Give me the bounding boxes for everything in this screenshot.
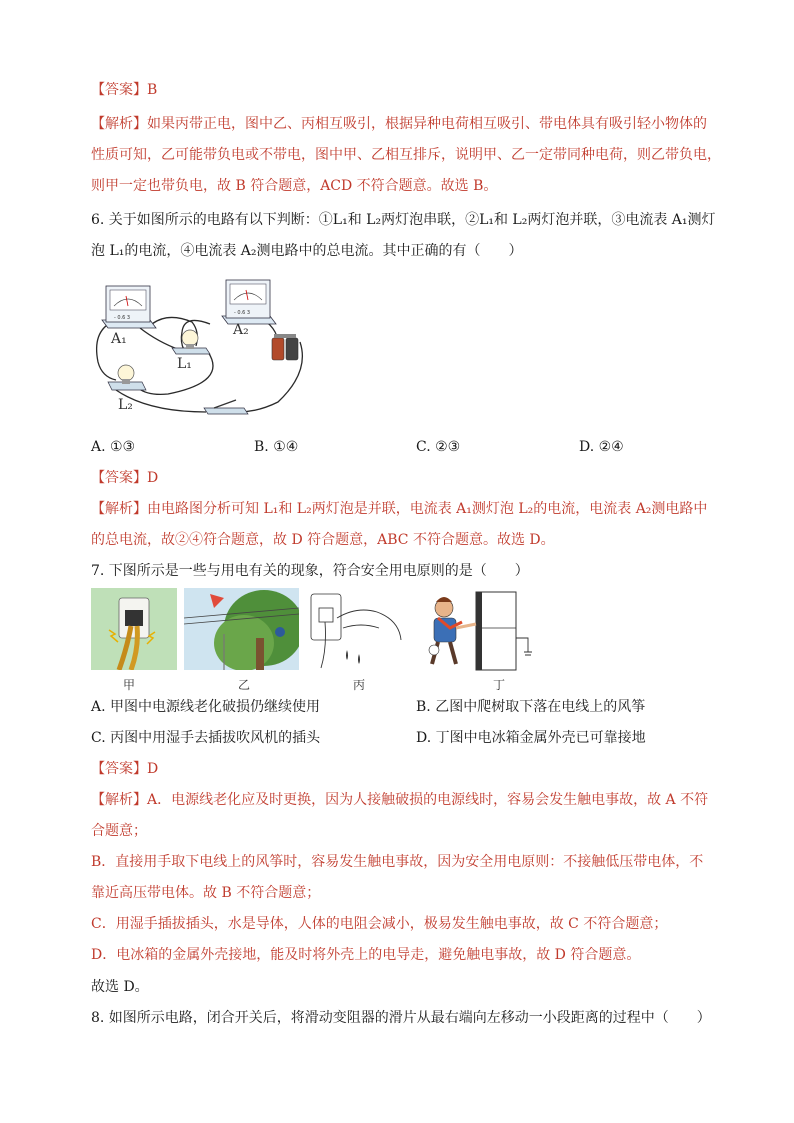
answer-tag: 【答案】 [91, 761, 147, 777]
analysis-tag: 【解析】 [91, 501, 147, 517]
q7-analysis-line-2: 合题意； [91, 823, 147, 839]
q7-analysis-line-6: D．电冰箱的金属外壳接地，能及时将外壳上的电导走，避免触电事故，故 D 符合题意。 [91, 947, 641, 963]
answer-value: D [147, 470, 159, 486]
answer-tag: 【答案】 [91, 82, 147, 98]
q5-analysis-line-1 [91, 114, 707, 134]
caption-jia: 甲 [123, 678, 136, 692]
q7-option-c: C. 丙图中用湿手去插拔吹风机的插头 [91, 730, 321, 746]
q7-option-a: A. 甲图中电源线老化破损仍继续使用 [91, 699, 321, 715]
answer-value: D [147, 761, 159, 777]
analysis-text: 如果丙带正电，图中乙、丙相互吸引，根据异种电荷相互吸引、带电体具有吸引轻小物体的 [147, 116, 707, 132]
answer-tag: 【答案】 [91, 470, 147, 486]
q6-option-a: A. ①③ [91, 439, 136, 455]
ammeter-a1-icon [102, 286, 156, 328]
switch-icon [204, 400, 248, 414]
answer-value: B [147, 82, 158, 98]
q6-analysis-line-2: 的总电流，故②④符合题意，故 D 符合题意，ABC 不符合题意。故选 D。 [91, 532, 555, 548]
q6-stem-line-1: 6. 关于如图所示的电路有以下判断：①L₁和 L₂两灯泡串联，②L₁和 L₂两灯泡并联，③电流表 A₁测灯 [91, 212, 716, 228]
analysis-text: 由电路图分析可知 L₁和 L₂两灯泡是并联，电流表 A₁测灯泡 L₂的电流，电流表 A₂测电路中 [147, 501, 708, 517]
q7-image-jia [91, 588, 177, 670]
battery-icon [272, 334, 298, 360]
q7-analysis-line-7: 故选 D。 [91, 979, 149, 995]
label-a2: A₂ [233, 322, 249, 338]
q6-option-b: B. ①④ [254, 439, 299, 455]
label-l2: L₂ [118, 397, 133, 413]
q6-answer [91, 468, 158, 488]
q6-analysis-line-1 [91, 499, 707, 519]
q8-stem: 8. 如图所示电路，闭合开关后，将滑动变阻器的滑片从最右端向左移动一小段距离的过程中（ ） [91, 1010, 711, 1026]
q7-analysis-line-1 [91, 790, 708, 810]
q7-analysis-line-3: B．直接用手取下电线上的风筝时，容易发生触电事故，因为安全用电原则：不接触低压带电体，不 [91, 854, 704, 870]
caption-yi: 乙 [238, 678, 251, 692]
caption-bing: 丙 [353, 678, 366, 692]
analysis-text: A．电源线老化应及时更换，因为人接触破损的电源线时，容易会发生触电事故，故 A 不符 [147, 792, 709, 808]
q7-image-yi [184, 588, 299, 670]
q5-analysis-line-3: 则甲一定也带负电，故 B 符合题意，ACD 不符合题意。故选 B。 [91, 178, 498, 194]
q5-answer [91, 80, 157, 100]
q7-image-ding [422, 588, 542, 674]
analysis-tag: 【解析】 [91, 792, 147, 808]
q5-analysis-line-2: 性质可知，乙可能带负电或不带电，图中甲、乙相互排斥，说明甲、乙一定带同种电荷，则乙带负电， [91, 147, 721, 163]
q6-option-d: D. ②④ [579, 439, 624, 455]
label-l1: L₁ [177, 356, 192, 372]
q6-option-c: C. ②③ [416, 439, 461, 455]
q7-stem: 7. 下图所示是一些与用电有关的现象，符合安全用电原则的是（ ） [91, 563, 529, 579]
lamp-l1-icon [172, 330, 210, 354]
ammeter-a2-icon [222, 280, 276, 324]
q7-answer [91, 759, 158, 779]
q7-image-bing [307, 588, 403, 670]
q7-analysis-line-5: C．用湿手插拔插头，水是导体，人体的电阻会减小，极易发生触电事故，故 C 不符合题意； [91, 916, 668, 932]
svg-text:- 0.6 3: - 0.6 3 [114, 315, 131, 321]
q7-option-d: D. 丁图中电冰箱金属外壳已可靠接地 [416, 730, 646, 746]
q7-option-b: B. 乙图中爬树取下落在电线上的风筝 [416, 699, 646, 715]
caption-ding: 丁 [493, 678, 506, 692]
svg-text:- 0.6 3: - 0.6 3 [234, 310, 251, 316]
q7-analysis-line-4: 靠近高压带电体。故 B 不符合题意； [91, 885, 321, 901]
q6-stem-line-2: 泡 L₁的电流，④电流表 A₂测电路中的总电流。其中正确的有（ ） [91, 243, 523, 259]
analysis-tag: 【解析】 [91, 116, 147, 132]
lamp-l2-icon [108, 365, 146, 390]
label-a1: A₁ [111, 331, 127, 347]
